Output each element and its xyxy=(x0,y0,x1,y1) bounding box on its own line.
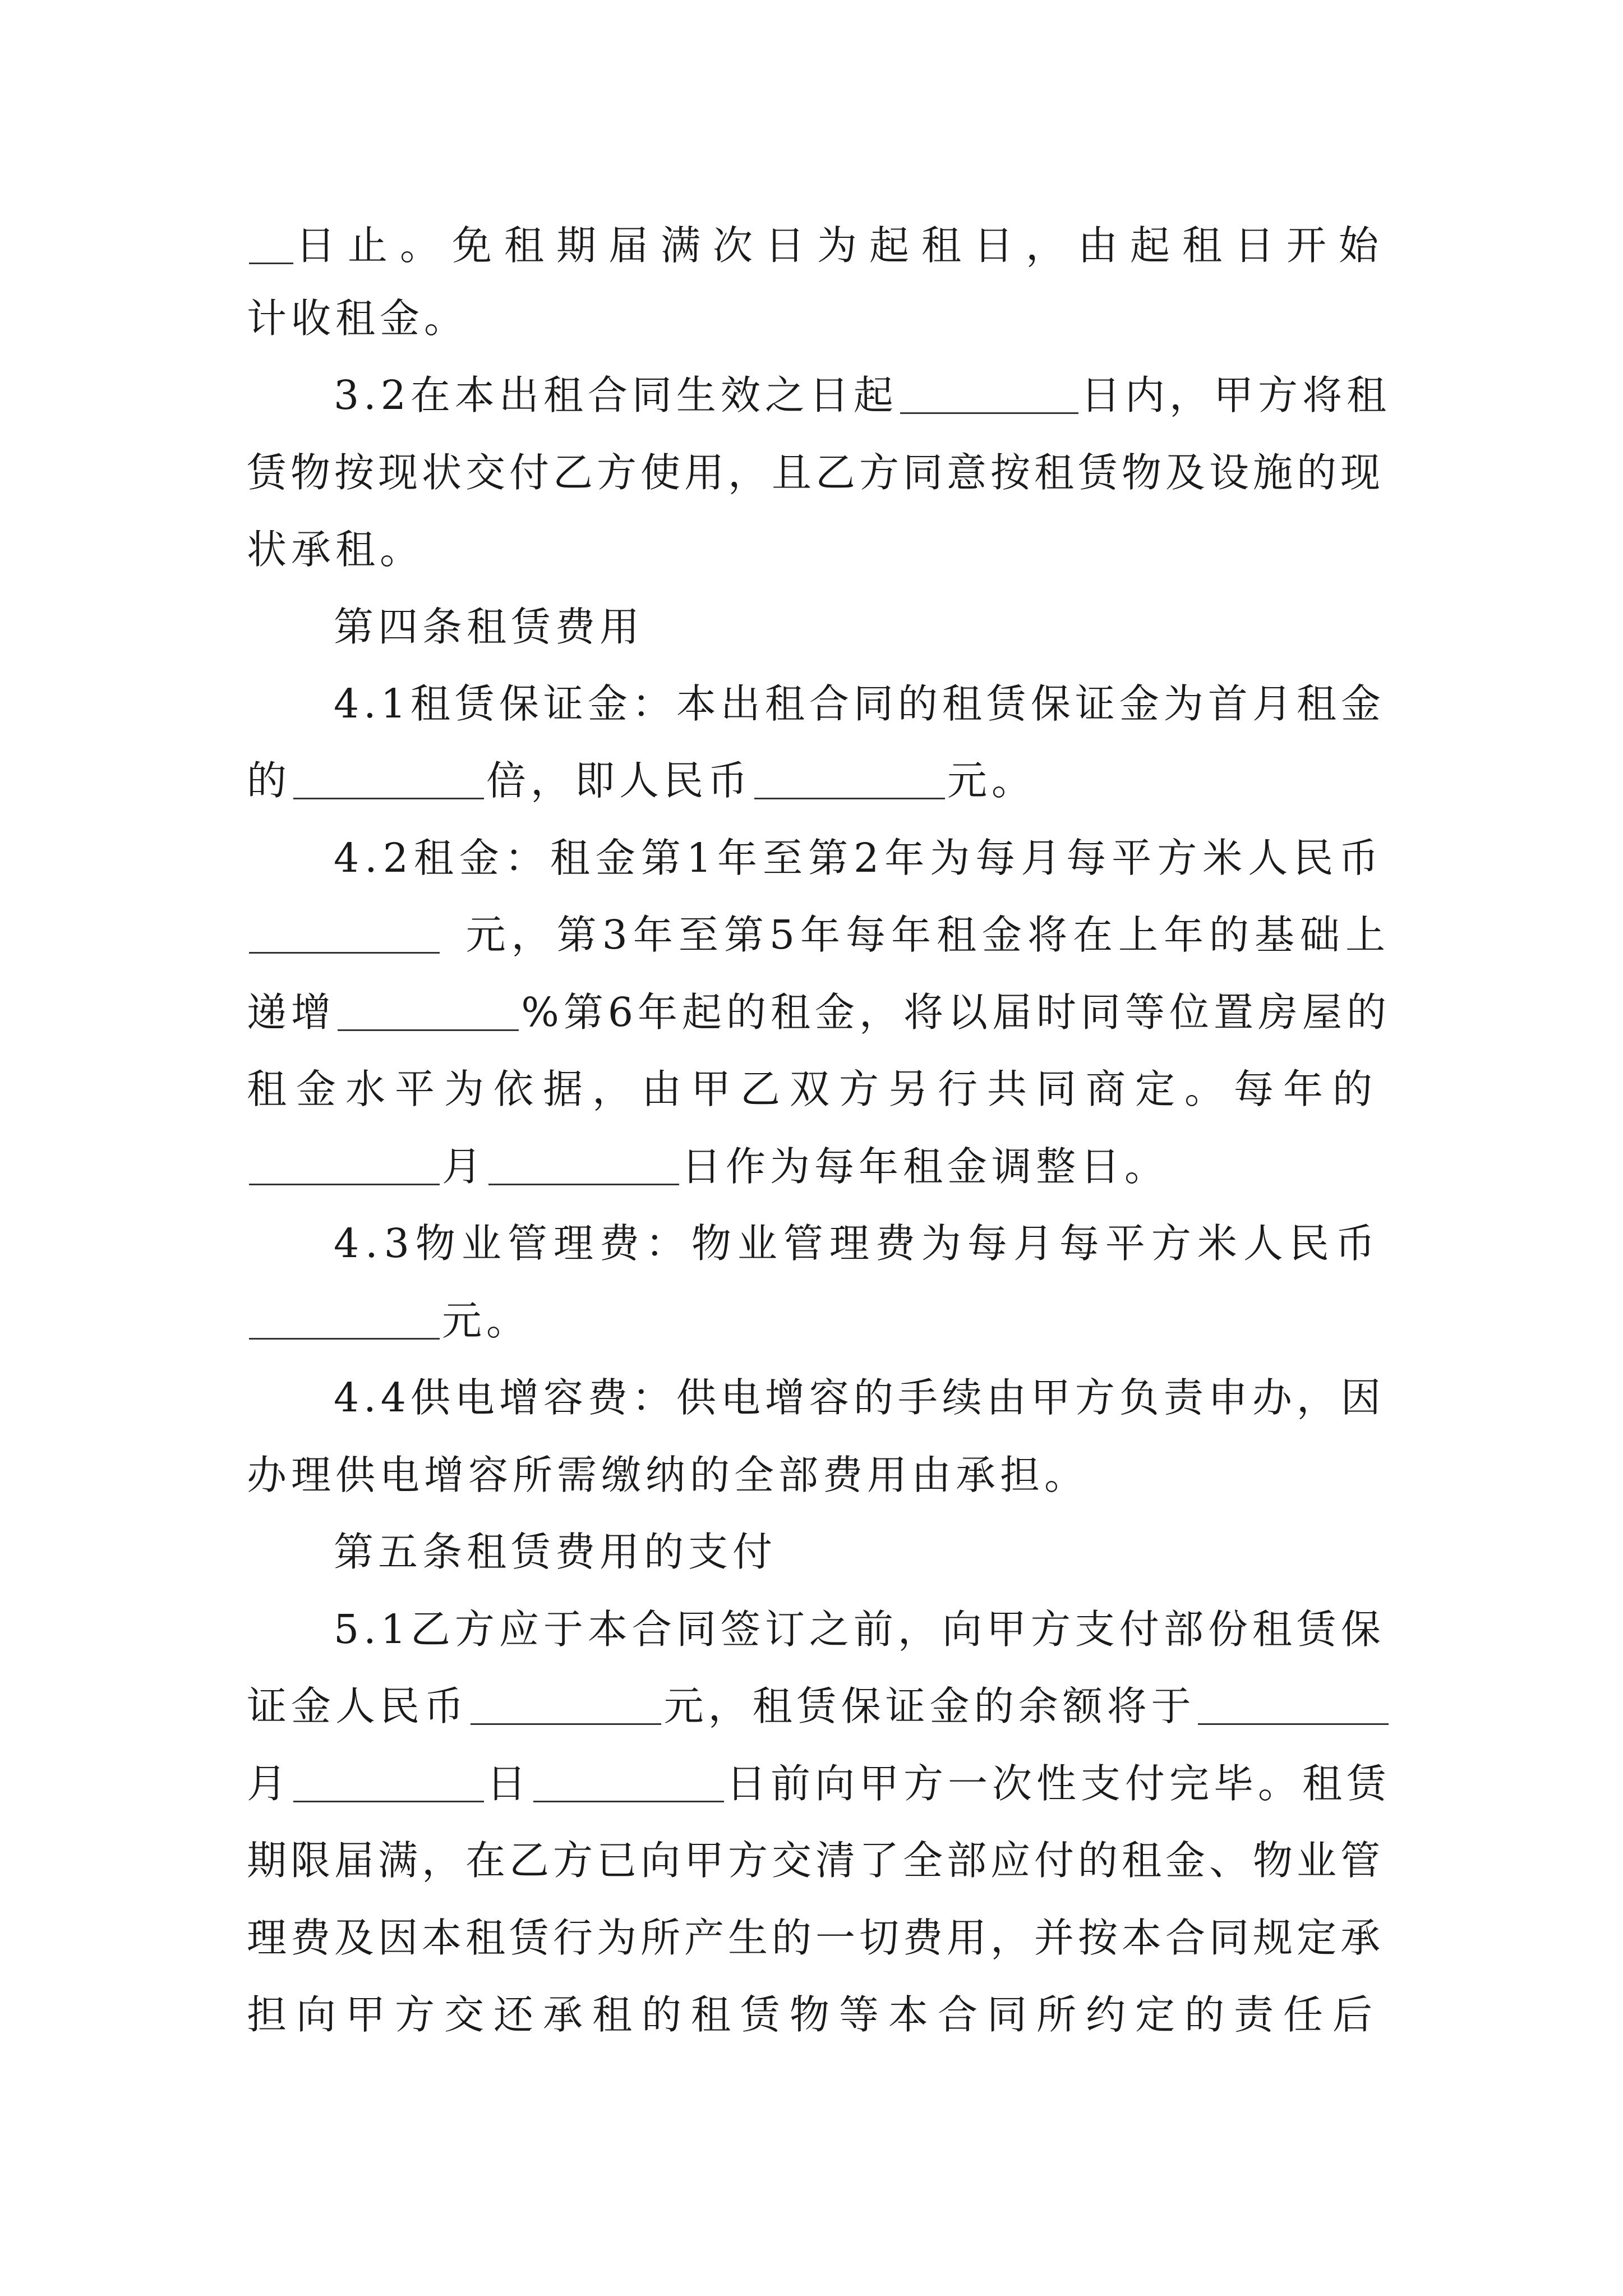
text-line xyxy=(247,984,1391,1041)
text-segment: 第五条租赁费用的支付 xyxy=(334,1529,777,1575)
fill-in-blank xyxy=(293,763,484,799)
text-segment: 倍，即人民币 xyxy=(486,757,753,804)
text-segment: 4.3物业管理费：物业管理费为每月每平方米人民币 xyxy=(334,1220,1381,1267)
text-segment: 担向甲方交还承租的租赁物等本合同所约定的责任后 xyxy=(247,1991,1382,2038)
text-line xyxy=(247,445,1391,501)
text-line xyxy=(247,1293,1391,1349)
text-segment: 递增 xyxy=(247,989,336,1036)
section-heading xyxy=(334,1524,1391,1580)
fill-in-blank xyxy=(471,1688,661,1725)
text-line xyxy=(334,367,1391,424)
fill-in-blank xyxy=(900,378,1078,414)
text-segment: 元，第3年至第5年每年租金将在上年的基础上 xyxy=(465,912,1391,958)
fill-in-blank xyxy=(249,1303,440,1340)
text-line xyxy=(247,1910,1391,1966)
text-line xyxy=(247,218,1391,274)
text-segment: 元，租赁保证金的余额将于 xyxy=(663,1683,1196,1729)
text-segment: 4.4供电增容费：供电增容的手续由甲方负责申办，因 xyxy=(334,1374,1385,1421)
text-segment: 计收租金。 xyxy=(247,295,469,342)
text-line xyxy=(247,1139,1391,1195)
fill-in-blank xyxy=(488,1149,679,1185)
text-segment: 4.1租赁保证金：本出租合同的租赁保证金为首月租金 xyxy=(334,680,1385,727)
text-segment: 理费及因本租赁行为所产生的一切费用，并按本合同规定承 xyxy=(247,1915,1385,1961)
text-line xyxy=(334,1602,1391,1658)
fill-in-blank xyxy=(249,1149,440,1185)
text-line xyxy=(247,907,1391,963)
text-segment: 赁物按现状交付乙方使用，且乙方同意按租赁物及设施的现 xyxy=(247,449,1385,496)
text-line xyxy=(247,522,1391,578)
section-heading xyxy=(334,599,1391,655)
text-segment: 期限届满，在乙方已向甲方交清了全部应付的租金、物业管 xyxy=(247,1837,1385,1884)
text-segment: 5.1乙方应于本合同签订之前，向甲方支付部份租赁保 xyxy=(334,1606,1385,1653)
text-line xyxy=(247,1987,1391,2043)
text-line xyxy=(247,1756,1391,1812)
text-line xyxy=(247,291,1391,347)
text-segment: 日 xyxy=(486,1760,531,1807)
text-segment: 元。 xyxy=(947,757,1036,804)
text-segment: 办理供电增容所需缴纳的全部费用由承担。 xyxy=(247,1452,1089,1498)
text-segment: 的 xyxy=(247,757,292,804)
fill-in-blank xyxy=(338,995,519,1031)
text-line xyxy=(334,1370,1391,1426)
text-segment: 日止。免租期届满次日为起租日，由起租日开始 xyxy=(295,222,1391,269)
text-line xyxy=(334,676,1391,732)
text-segment: 状承租。 xyxy=(247,526,425,573)
text-segment: 月 xyxy=(247,1760,292,1807)
fill-in-blank xyxy=(293,1766,484,1802)
text-segment: %第6年起的租金，将以届时同等位置房屋的 xyxy=(521,989,1391,1036)
text-segment: 证金人民币 xyxy=(247,1683,469,1729)
fill-in-blank xyxy=(754,763,945,799)
text-segment: 元。 xyxy=(442,1297,531,1344)
text-segment: 第四条租赁费用 xyxy=(334,604,644,650)
text-segment: 月 xyxy=(442,1143,487,1190)
text-line xyxy=(247,1678,1391,1734)
text-segment: 日内，甲方将租 xyxy=(1080,372,1391,418)
text-line xyxy=(334,1216,1391,1272)
fill-in-blank xyxy=(249,917,440,954)
text-line xyxy=(247,1061,1391,1117)
text-line xyxy=(247,1447,1391,1503)
text-segment: 3.2在本出租合同生效之日起 xyxy=(334,372,898,418)
text-segment: 租金水平为依据，由甲乙双方另行共同商定。每年的 xyxy=(247,1066,1382,1112)
text-line xyxy=(247,753,1391,809)
text-line xyxy=(334,830,1391,886)
fill-in-blank xyxy=(533,1766,724,1802)
fill-in-blank xyxy=(249,228,293,264)
text-segment: 4.2租金：租金第1年至第2年为每月每平方米人民币 xyxy=(334,835,1385,881)
text-line xyxy=(247,1833,1391,1889)
text-segment: 日作为每年租金调整日。 xyxy=(681,1143,1169,1190)
fill-in-blank xyxy=(1198,1688,1389,1725)
text-segment: 日前向甲方一次性支付完毕。租赁 xyxy=(726,1760,1391,1807)
